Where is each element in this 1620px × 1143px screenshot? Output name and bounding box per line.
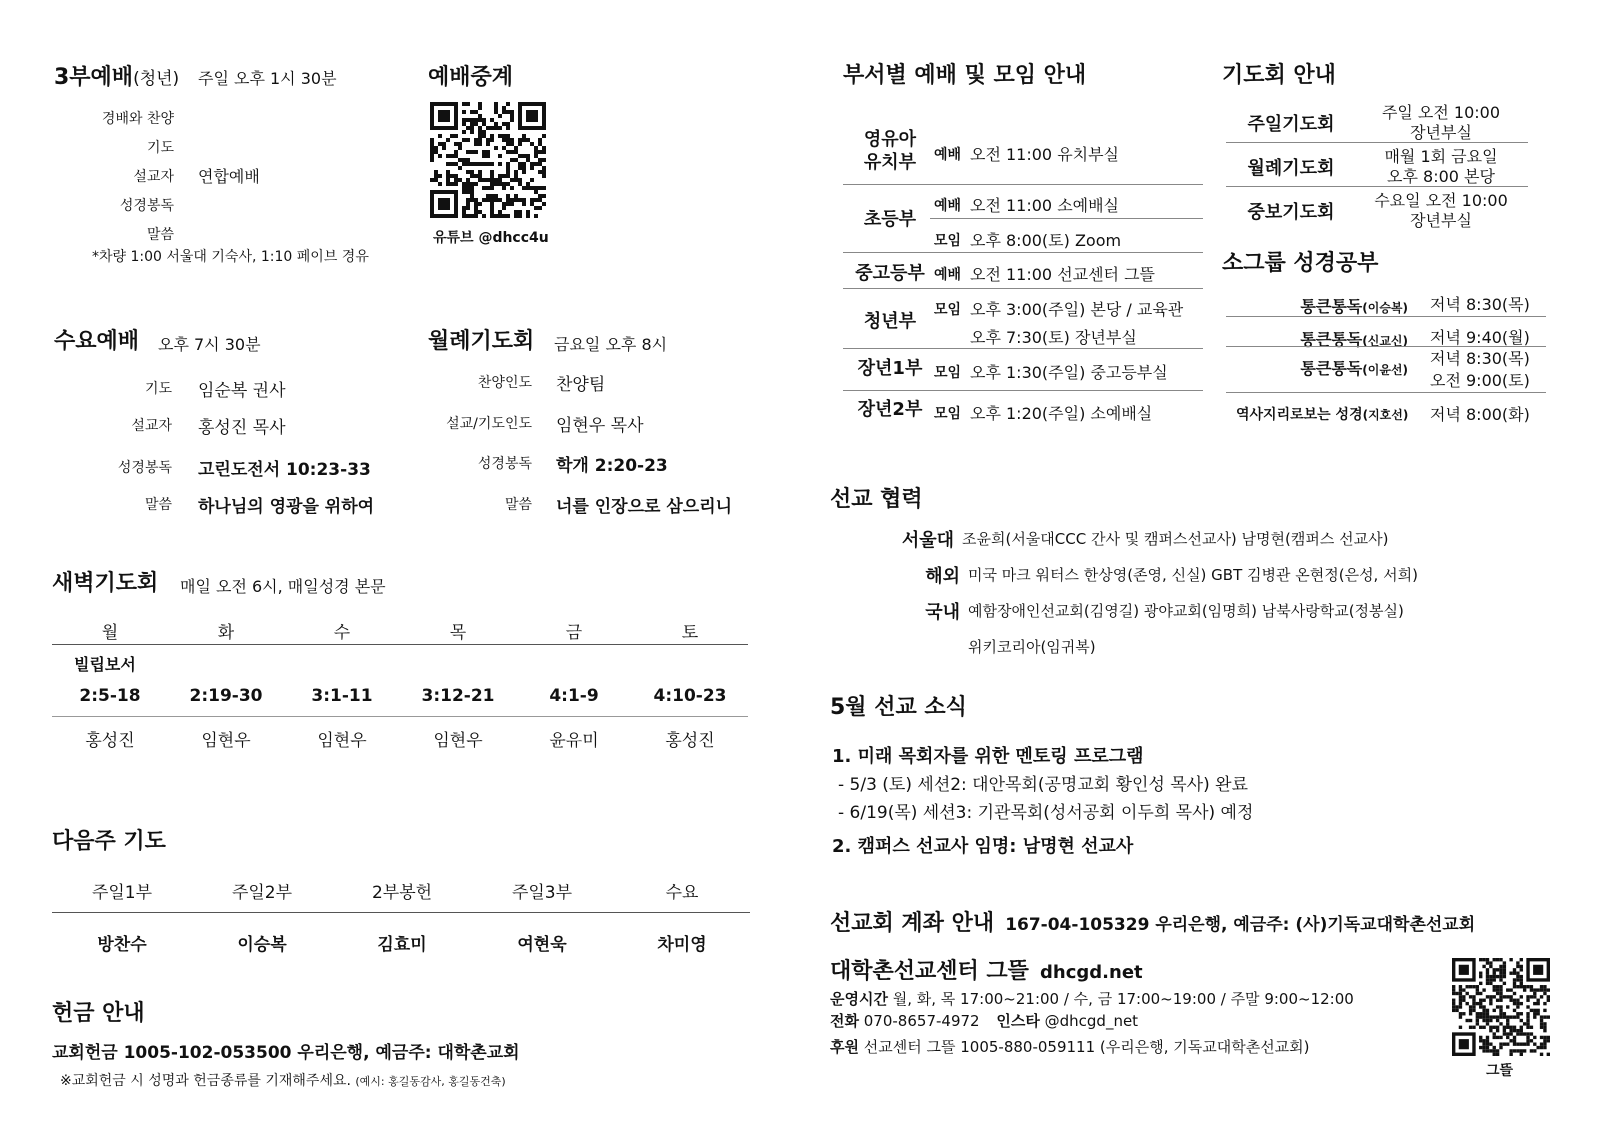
offering-account: 교회헌금 1005-102-053500 우리은행, 예금주: 대학촌교회 bbox=[52, 1043, 520, 1063]
dawn-day: 금 bbox=[565, 623, 583, 643]
dawn-passage: 3:12-21 bbox=[421, 686, 495, 706]
mission-label: 국내 bbox=[925, 602, 960, 623]
departments-title: 부서별 예배 및 모임 안내 bbox=[843, 63, 1087, 88]
divider bbox=[843, 390, 1203, 391]
service3-title: 3부예배(청년) bbox=[54, 65, 180, 90]
department-line: 오후 3:00(주일) 본당 / 교육관 bbox=[970, 300, 1184, 319]
next-prayer-name: 여현욱 bbox=[517, 935, 567, 955]
department-tag: 예배 bbox=[934, 267, 962, 283]
monthly-row-label: 성경봉독 bbox=[477, 456, 532, 472]
next-prayer-name: 이승복 bbox=[237, 935, 287, 955]
may-news-sub2: - 6/19(목) 세션3: 기관목회(성서공회 이두희 목사) 예정 bbox=[838, 803, 1254, 823]
mission-text: 예함장애인선교회(김영길) 광야교회(임명희) 남북사랑학교(정봉실) bbox=[968, 602, 1404, 620]
mission-label: 해외 bbox=[925, 566, 960, 587]
department-line: 오후 1:20(주일) 소예배실 bbox=[970, 404, 1153, 423]
mission-text: 조윤희(서울대CCC 간사 및 캠퍼스선교사) 남명현(캠퍼스 선교사) bbox=[962, 530, 1389, 548]
wednesday-title: 수요예배 bbox=[54, 329, 140, 354]
small-group-title: 통큰통독 bbox=[1300, 297, 1363, 316]
prayer-meeting-time: 주일 오전 10:00 bbox=[1381, 103, 1501, 122]
divider bbox=[843, 252, 1203, 253]
monthly-row-value: 학개 2:20-23 bbox=[556, 456, 668, 476]
small-group-name bbox=[1236, 356, 1408, 379]
service3-row-label: 말씀 bbox=[146, 227, 174, 243]
monthly-row-label: 말씀 bbox=[504, 497, 532, 513]
account-line: 선교회 계좌 안내 167-04-105329 우리은행, 예금주: (사)기독교대학촌선교회 bbox=[830, 911, 1476, 936]
dawn-leader: 임현우 bbox=[201, 731, 251, 751]
mission-label: 서울대 bbox=[901, 530, 954, 551]
next-prayer-slot: 수요 bbox=[665, 883, 699, 903]
monthly-title: 월례기도회 bbox=[428, 329, 535, 354]
dawn-passage: 4:1-9 bbox=[549, 686, 599, 706]
next-prayer-name: 방찬수 bbox=[97, 935, 147, 955]
small-group-title: 역사지리로보는 성경 bbox=[1236, 407, 1363, 423]
prayer-meeting-time: 수요일 오전 10:00 bbox=[1374, 191, 1508, 210]
dawn-time: 매일 오전 6시, 매일성경 본문 bbox=[180, 577, 386, 596]
department-line: 오후 7:30(토) 장년부실 bbox=[970, 328, 1137, 347]
monthly-row-value: 찬양팀 bbox=[556, 375, 606, 395]
center-contact: 전화 070-8657-4972 인스타 @dhcgd_net bbox=[830, 1012, 1139, 1030]
dawn-leader: 임현우 bbox=[433, 731, 483, 751]
small-group-time: 저녁 8:00(화) bbox=[1430, 405, 1530, 424]
next-prayer-name: 김효미 bbox=[377, 935, 427, 955]
department-tag: 예배 bbox=[934, 198, 962, 214]
wednesday-row-label: 기도 bbox=[144, 381, 172, 397]
department-name: 초등부 bbox=[863, 209, 917, 230]
dawn-passage: 3:1-11 bbox=[311, 686, 373, 706]
dawn-leader: 홍성진 bbox=[665, 731, 715, 751]
wednesday-row-value: 고린도전서 10:23-33 bbox=[198, 460, 371, 480]
next-prayer-slot: 2부봉헌 bbox=[371, 883, 433, 903]
small-group-time: 저녁 8:30(목) bbox=[1430, 295, 1530, 314]
department-name: 중고등부 bbox=[855, 263, 925, 284]
service3-row-label: 기도 bbox=[146, 140, 174, 156]
dawn-day: 화 bbox=[217, 623, 235, 643]
dawn-leader: 홍성진 bbox=[85, 731, 135, 751]
divider bbox=[843, 184, 1203, 185]
service3-row-label: 설교자 bbox=[133, 169, 174, 185]
broadcast-caption: 유튜브 @dhcc4u bbox=[433, 230, 549, 246]
mission-text: 위키코리아(임귀복) bbox=[968, 638, 1096, 656]
prayer-meeting-place: 장년부실 bbox=[1410, 211, 1472, 230]
wednesday-row-label: 성경봉독 bbox=[117, 460, 172, 476]
dawn-passage: 4:10-23 bbox=[653, 686, 727, 706]
divider bbox=[1226, 142, 1528, 143]
center-hours: 운영시간 월, 화, 목 17:00~21:00 / 수, 금 17:00~19:00 / 주말 9:00~12:00 bbox=[830, 990, 1354, 1008]
monthly-row-label: 설교/기도인도 bbox=[446, 416, 532, 432]
small-group-leader: (신교신) bbox=[1362, 334, 1408, 348]
wednesday-row-value: 임순복 권사 bbox=[198, 381, 286, 401]
monthly-row-value: 임현우 목사 bbox=[556, 416, 644, 436]
service3-row-label: 경배와 찬양 bbox=[101, 111, 174, 127]
next-prayer-slot: 주일2부 bbox=[231, 883, 293, 903]
department-name: 영유아 유치부 bbox=[863, 129, 917, 173]
may-news-title: 5월 선교 소식 bbox=[830, 695, 967, 720]
dawn-book: 빌립보서 bbox=[74, 655, 136, 674]
small-group-leader: (이윤선) bbox=[1362, 363, 1408, 377]
wednesday-row-label: 말씀 bbox=[144, 497, 172, 513]
divider bbox=[930, 218, 1203, 219]
next-prayer-title: 다음주 기도 bbox=[52, 829, 166, 854]
wednesday-row-value: 홍성진 목사 bbox=[198, 418, 286, 438]
prayer-meeting-place: 오후 8:00 본당 bbox=[1387, 167, 1495, 186]
department-line: 오후 1:30(주일) 중고등부실 bbox=[970, 363, 1168, 382]
prayer-meeting-name: 중보기도회 bbox=[1247, 202, 1335, 223]
service3-time: 주일 오후 1시 30분 bbox=[198, 69, 337, 88]
service3-row-label: 성경봉독 bbox=[119, 198, 174, 214]
divider bbox=[843, 348, 1203, 349]
prayer-meeting-place: 장년부실 bbox=[1410, 123, 1472, 142]
prayer-meetings-title: 기도회 안내 bbox=[1222, 63, 1336, 88]
may-news-sub1: - 5/3 (토) 세션2: 대안목회(공명교회 황인성 목사) 완료 bbox=[838, 775, 1248, 795]
monthly-time: 금요일 오후 8시 bbox=[554, 335, 668, 354]
prayer-meeting-name: 주일기도회 bbox=[1247, 114, 1335, 135]
small-group-time: 오전 9:00(토) bbox=[1430, 371, 1530, 390]
dawn-leader: 임현우 bbox=[317, 731, 367, 751]
department-tag: 예배 bbox=[934, 147, 962, 163]
dawn-day: 수 bbox=[333, 623, 351, 643]
small-group-title: 통큰통독 bbox=[1300, 359, 1363, 378]
may-news-item1: 1. 미래 목회자를 위한 멘토링 프로그램 bbox=[832, 746, 1144, 767]
department-tag: 모임 bbox=[934, 365, 962, 381]
wednesday-row-value: 하나님의 영광을 위하여 bbox=[198, 497, 375, 517]
department-line: 오전 11:00 선교센터 그뜰 bbox=[970, 265, 1156, 284]
prayer-meeting-name: 월례기도회 bbox=[1247, 158, 1335, 179]
small-groups-title: 소그룹 성경공부 bbox=[1222, 251, 1379, 276]
monthly-row-label: 찬양인도 bbox=[477, 375, 532, 391]
small-group-name bbox=[1236, 404, 1408, 424]
broadcast-title: 예배중계 bbox=[428, 65, 514, 90]
service3-row-value: 연합예배 bbox=[198, 167, 260, 186]
dawn-day: 월 bbox=[101, 623, 119, 643]
offering-note: ※교회헌금 시 성명과 헌금종류를 기재해주세요. (예시: 홍길동감사, 홍길동건축) bbox=[60, 1073, 506, 1089]
mission-title: 선교 협력 bbox=[830, 487, 923, 512]
youtube-qr-code[interactable] bbox=[430, 102, 546, 218]
center-qr-caption: 그뜰 bbox=[1486, 1063, 1514, 1079]
divider bbox=[843, 288, 1203, 289]
department-tag: 모임 bbox=[934, 406, 962, 422]
center-support: 후원 선교센터 그뜰 1005-880-059111 (우리은행, 기독교대학촌선교회) bbox=[830, 1038, 1310, 1056]
mission-text: 미국 마크 워터스 한상영(존영, 신실) GBT 김병관 온현정(은성, 서희) bbox=[968, 566, 1418, 584]
divider bbox=[52, 716, 748, 717]
department-name: 청년부 bbox=[863, 311, 917, 332]
divider bbox=[1226, 316, 1546, 317]
small-group-leader: (이승복) bbox=[1362, 301, 1408, 315]
divider bbox=[52, 912, 750, 913]
next-prayer-slot: 주일1부 bbox=[91, 883, 153, 903]
dawn-title: 새벽기도회 bbox=[52, 571, 159, 596]
department-line: 오전 11:00 소예배실 bbox=[970, 196, 1120, 215]
department-name: 장년1부 bbox=[857, 358, 923, 379]
department-tag: 모임 bbox=[934, 302, 962, 318]
monthly-row-value: 너를 인장으로 삼으리니 bbox=[556, 497, 733, 517]
small-group-leader: (지호선) bbox=[1362, 408, 1409, 422]
department-line: 오전 11:00 유치부실 bbox=[970, 145, 1120, 164]
divider bbox=[1226, 392, 1546, 393]
small-group-name bbox=[1236, 294, 1408, 317]
next-prayer-slot: 주일3부 bbox=[511, 883, 573, 903]
qr-icon bbox=[1452, 958, 1550, 1056]
wednesday-time: 오후 7시 30분 bbox=[158, 335, 261, 354]
department-tag: 모임 bbox=[934, 233, 962, 249]
dawn-leader: 윤유미 bbox=[549, 731, 599, 751]
small-group-time: 저녁 9:40(월) bbox=[1430, 328, 1530, 347]
department-line: 오후 8:00(토) Zoom bbox=[970, 231, 1122, 250]
next-prayer-name: 차미영 bbox=[657, 935, 707, 955]
qr-icon bbox=[430, 102, 546, 218]
prayer-meeting-time: 매월 1회 금요일 bbox=[1384, 147, 1498, 166]
divider bbox=[52, 644, 748, 645]
offering-title: 헌금 안내 bbox=[52, 1001, 145, 1026]
dawn-day: 목 bbox=[449, 623, 467, 643]
service3-note: *차량 1:00 서울대 기숙사, 1:10 페이브 경유 bbox=[92, 249, 369, 265]
may-news-item2: 2. 캠퍼스 선교사 임명: 남명현 선교사 bbox=[832, 836, 1134, 857]
department-name: 장년2부 bbox=[857, 399, 923, 420]
wednesday-row-label: 설교자 bbox=[131, 418, 172, 434]
small-group-time: 저녁 8:30(목) bbox=[1430, 349, 1530, 368]
small-group-title: 통큰통독 bbox=[1300, 330, 1363, 349]
dawn-day: 토 bbox=[681, 623, 699, 643]
dawn-passage: 2:19-30 bbox=[189, 686, 263, 706]
center-line: 대학촌선교센터 그뜰 dhcgd.net bbox=[830, 959, 1143, 984]
divider bbox=[1226, 186, 1528, 187]
dawn-passage: 2:5-18 bbox=[79, 686, 141, 706]
center-qr-code[interactable] bbox=[1452, 958, 1550, 1056]
